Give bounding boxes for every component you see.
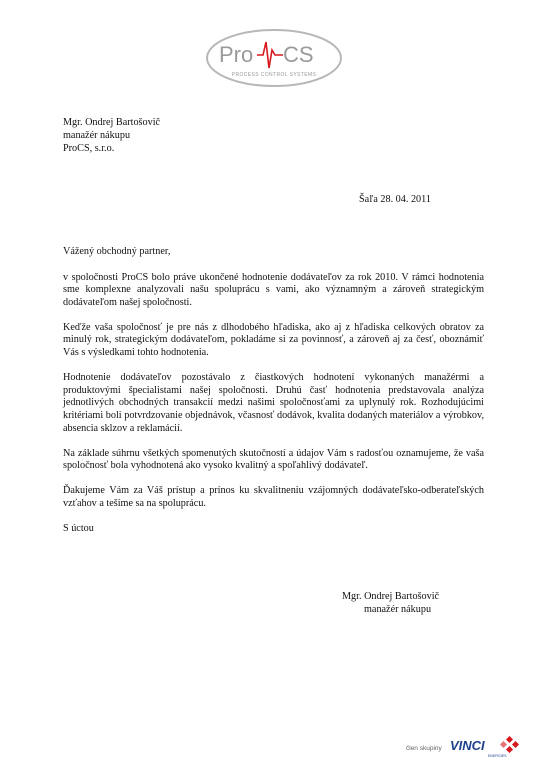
vinci-cross-icon [500, 736, 519, 753]
letter-greeting: Vážený obchodný partner, [63, 246, 171, 257]
letter-paragraph: v spoločnosti ProCS bolo práve ukončené hodnotenie dodávateľov za rok 2010. V rámci hodnotenia sme komplexne analyzovali našu spoluprácu s vami, ako významným a zároveň strategickým dodávateľom našej spoločnosti. [63, 271, 484, 308]
logo-brand-pro: Pro [219, 42, 254, 67]
letter-paragraph: Hodnotenie dodávateľov pozostávalo z čiastkových hodnotení vykonaných manažérmi a produktovými špecialistami našej spoločnosti. Druhú časť hodnotenia predstavovala analýza jednotlivých obchodných transakcií medzi našimi spoločnosťami za uplynulý rok. Rozhodujúcimi kritériami boli potvrdzovanie objednávok, včasnosť dodávok, kvalita dodaných materiálov a výrobkov, absencia sklzov a reklamácií. [63, 372, 484, 434]
group-member-label: člen skupiny [406, 745, 442, 752]
letter-paragraph: Ďakujeme Vám za Váš prístup a prínos ku skvalitneniu vzájomných dodávateľsko-odberateľských vzťahov a tešíme sa na spoluprácu. [63, 485, 484, 509]
date-line: Šaľa 28. 04. 2011 [359, 194, 431, 205]
vinci-logo [406, 736, 524, 760]
signature-name: Mgr. Ondrej Bartošovič [342, 591, 440, 602]
signature-block [342, 591, 439, 617]
recipient-position: manažér nákupu [63, 130, 131, 141]
vinci-group-mark [406, 736, 524, 760]
procs-logo [205, 28, 343, 88]
letter-body [63, 246, 484, 548]
pulse-icon [257, 42, 283, 68]
recipient-address [63, 117, 160, 156]
vinci-wordmark: VINCI [450, 738, 485, 753]
letter-closing: S úctou [63, 523, 94, 534]
procs-logo-graphic [205, 28, 343, 88]
recipient-company: ProCS, s.r.o. [63, 143, 115, 154]
signature-position: manažér nákupu [364, 604, 432, 615]
logo-brand-cs: CS [283, 42, 314, 67]
logo-tagline: PROCESS CONTROL SYSTEMS [231, 72, 317, 78]
recipient-name: Mgr. Ondrej Bartošovič [63, 117, 161, 128]
letter-paragraph: Na základe súhrnu všetkých spomenutých skutočností a údajov Vám s radosťou oznamujeme, že vaša spoločnosť bola vyhodnotená ako vysoko kvalitný a spoľahlivý dodávateľ. [63, 447, 484, 472]
letter-paragraph: Keďže vaša spoločnosť je pre nás z dlhodobého hľadiska, ako aj z hľadiska celkových obratov za minulý rok, strategickým dodávateľom, pokladáme si za povinnosť, a zároveň aj za česť, oboznámiť Vás s výsledkami tohto hodnotenia. [63, 321, 484, 359]
energies-wordmark: ENERGIES [488, 754, 507, 758]
